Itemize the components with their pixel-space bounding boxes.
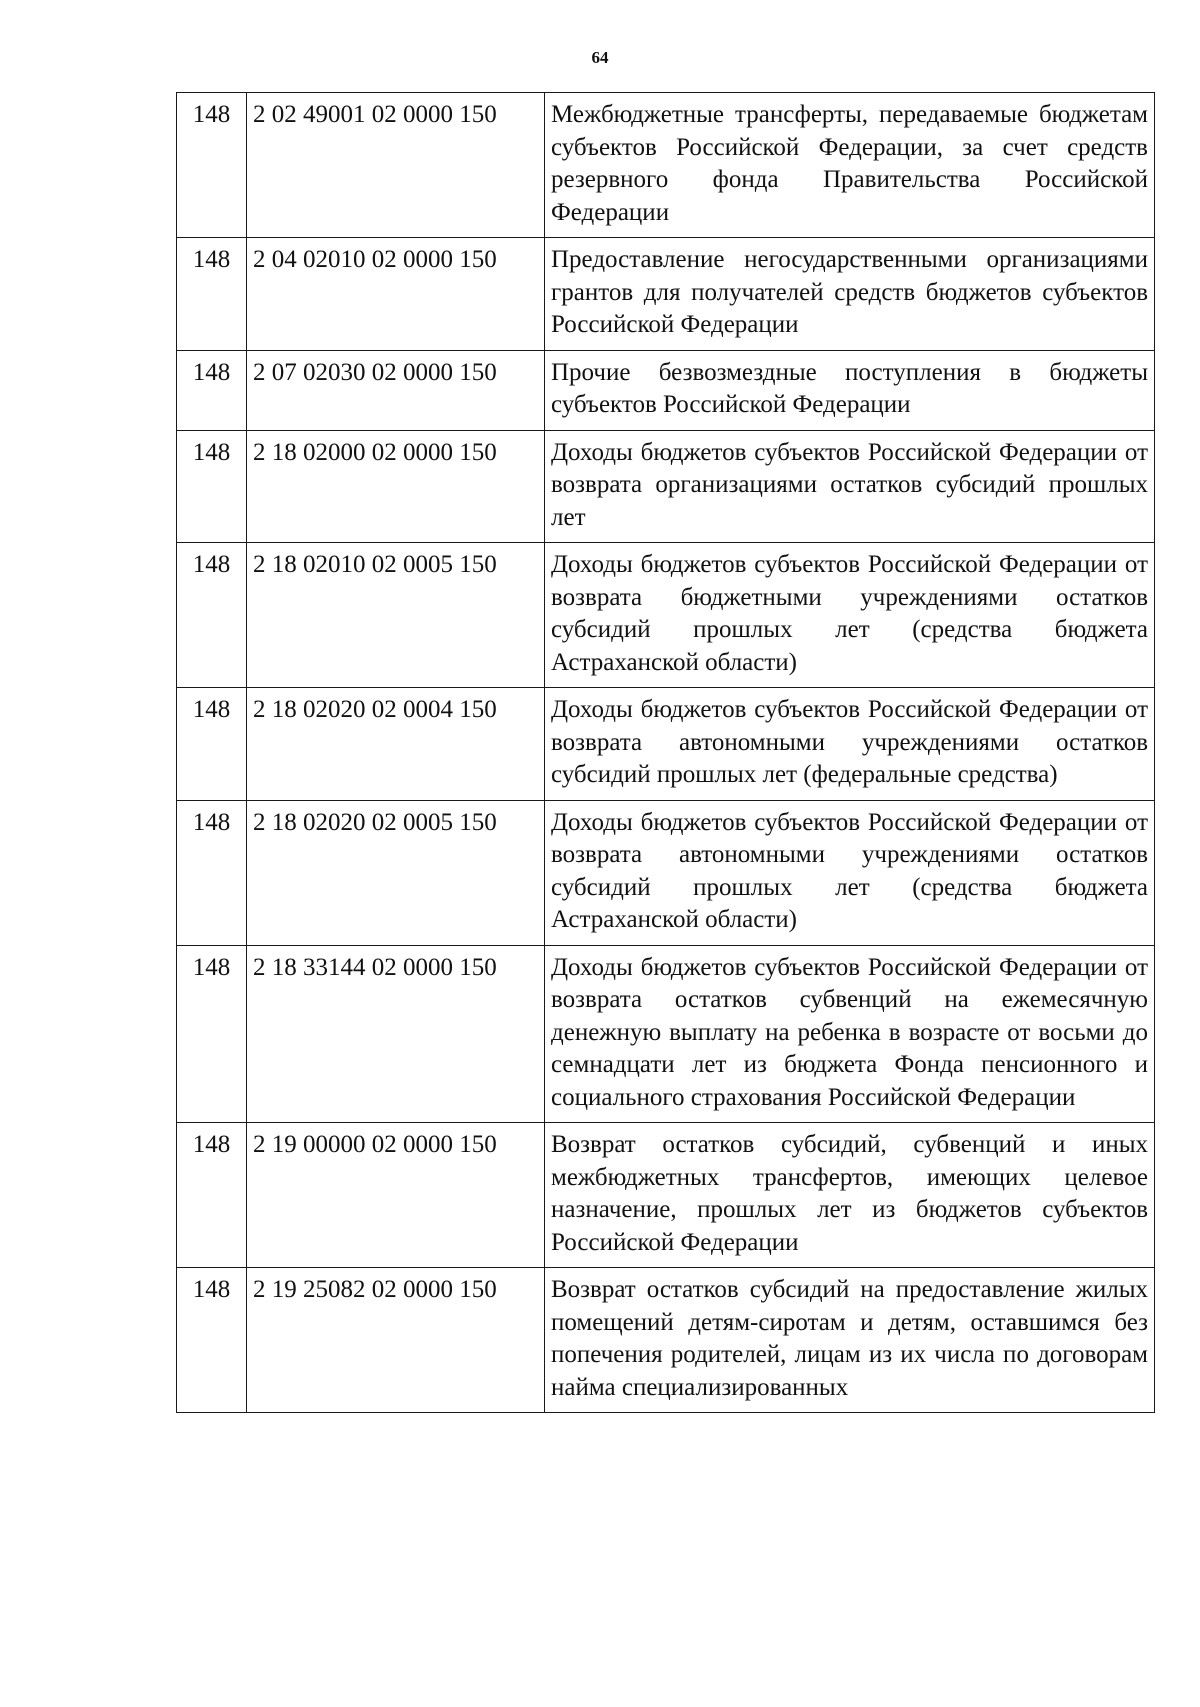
admin-code-cell: 148 (177, 945, 247, 1123)
budget-code-cell: 2 18 02020 02 0004 150 (247, 688, 545, 801)
budget-code-cell: 2 19 25082 02 0000 150 (247, 1268, 545, 1413)
admin-code-cell: 148 (177, 430, 247, 543)
table-row (177, 430, 1155, 543)
admin-code-cell: 148 (177, 543, 247, 688)
description-cell: Прочие безвозмездные поступления в бюджеты субъектов Российской Федерации (545, 350, 1155, 430)
page-number: 64 (591, 48, 609, 67)
description-cell: Доходы бюджетов субъектов Российской Федерации от возврата организациями остатков субсидий прошлых лет (545, 430, 1155, 543)
description-cell: Возврат остатков субсидий, субвенций и иных межбюджетных трансфертов, имеющих целевое назначение, прошлых лет из бюджетов субъектов Российской Федерации (545, 1123, 1155, 1268)
admin-code-cell: 148 (177, 238, 247, 351)
table-row (177, 1123, 1155, 1268)
budget-code-cell: 2 18 33144 02 0000 150 (247, 945, 545, 1123)
admin-code-cell: 148 (177, 1123, 247, 1268)
table-row (177, 945, 1155, 1123)
admin-code-cell: 148 (177, 93, 247, 238)
budget-code-cell: 2 02 49001 02 0000 150 (247, 93, 545, 238)
table-row (177, 688, 1155, 801)
table-body (177, 93, 1155, 1413)
description-cell: Межбюджетные трансферты, передаваемые бюджетам субъектов Российской Федерации, за счет средств резервного фонда Правительства Российской Федерации (545, 93, 1155, 238)
description-cell: Возврат остатков субсидий на предоставление жилых помещений детям-сиротам и детям, оставшимся без попечения родителей, лицам из их числа по договорам найма специализированных (545, 1268, 1155, 1413)
description-cell: Доходы бюджетов субъектов Российской Федерации от возврата автономными учреждениями остатков субсидий прошлых лет (федеральные средства) (545, 688, 1155, 801)
description-cell: Предоставление негосударственными организациями грантов для получателей средств бюджетов субъектов Российской Федерации (545, 238, 1155, 351)
budget-code-cell: 2 18 02000 02 0000 150 (247, 430, 545, 543)
table-row (177, 800, 1155, 945)
description-cell: Доходы бюджетов субъектов Российской Федерации от возврата автономными учреждениями остатков субсидий прошлых лет (средства бюджета Астраханской области) (545, 800, 1155, 945)
table-row (177, 350, 1155, 430)
budget-code-cell: 2 04 02010 02 0000 150 (247, 238, 545, 351)
budget-code-cell: 2 07 02030 02 0000 150 (247, 350, 545, 430)
budget-code-cell: 2 18 02010 02 0005 150 (247, 543, 545, 688)
admin-code-cell: 148 (177, 800, 247, 945)
table-row (177, 543, 1155, 688)
table-row (177, 93, 1155, 238)
admin-code-cell: 148 (177, 1268, 247, 1413)
admin-code-cell: 148 (177, 350, 247, 430)
admin-code-cell: 148 (177, 688, 247, 801)
revenue-codes-table (176, 92, 1155, 1413)
description-cell: Доходы бюджетов субъектов Российской Федерации от возврата бюджетными учреждениями остатков субсидий прошлых лет (средства бюджета Астраханской области) (545, 543, 1155, 688)
budget-code-cell: 2 18 02020 02 0005 150 (247, 800, 545, 945)
table-row (177, 238, 1155, 351)
table-row (177, 1268, 1155, 1413)
description-cell: Доходы бюджетов субъектов Российской Федерации от возврата остатков субвенций на ежемесячную денежную выплату на ребенка в возрасте от восьми до семнадцати лет из бюджета Фонда пенсионного и социального страхования Российской Федерации (545, 945, 1155, 1123)
budget-code-cell: 2 19 00000 02 0000 150 (247, 1123, 545, 1268)
